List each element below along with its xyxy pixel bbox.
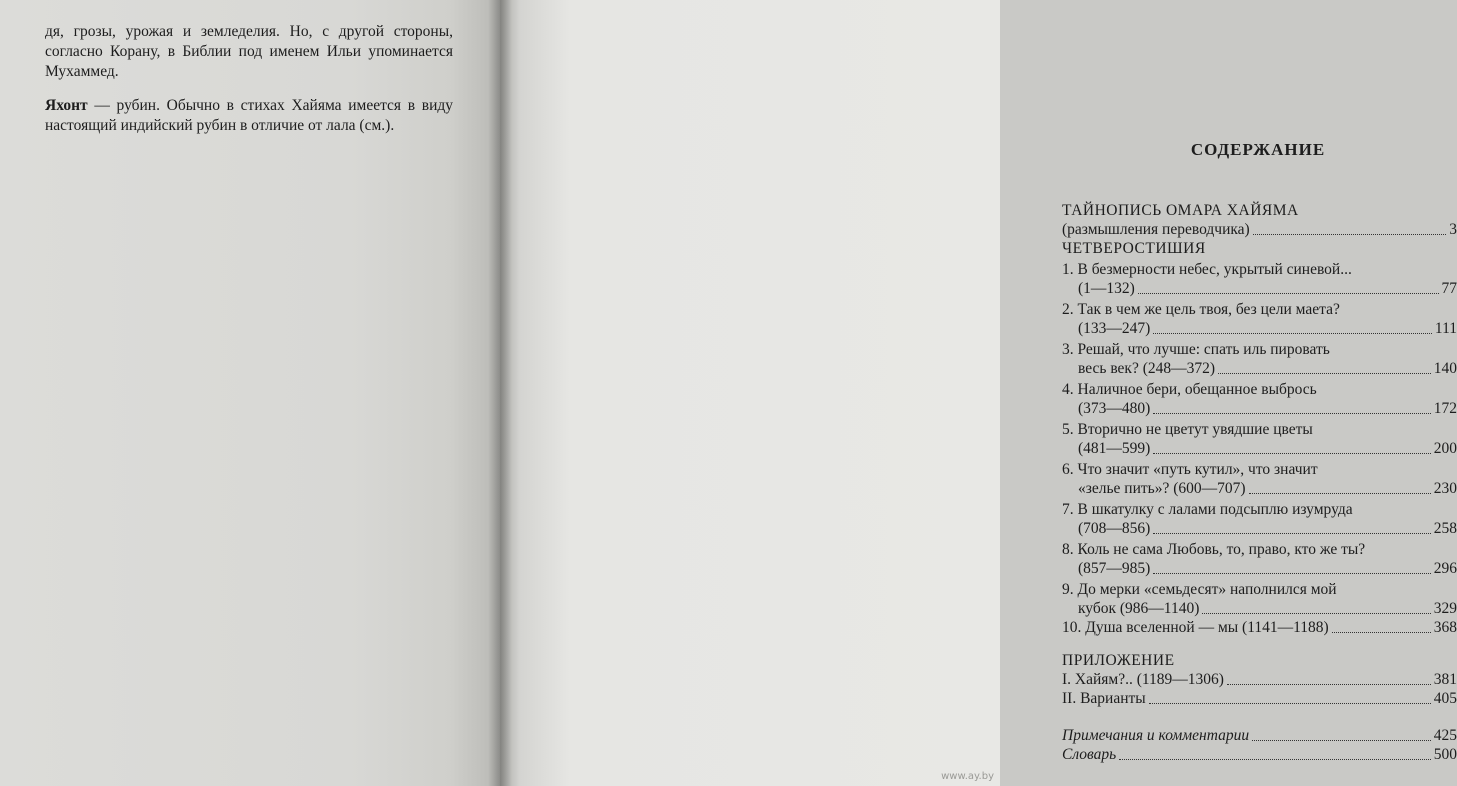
- toc-entry-range: (857—985): [1078, 560, 1151, 577]
- leader-dots: [1249, 493, 1431, 494]
- page-number: 258: [1433, 520, 1457, 537]
- page-number: 172: [1433, 400, 1457, 417]
- leader-dots: [1153, 333, 1432, 334]
- leader-dots: [1138, 293, 1439, 294]
- toc-entry-text: Словарь: [1062, 746, 1117, 763]
- watermark: www.ay.by: [941, 771, 994, 782]
- leader-dots: [1332, 632, 1431, 633]
- toc-entry: [1062, 500, 1457, 538]
- toc-entry-text: I. Хайям?.. (1189—1306): [1062, 671, 1224, 688]
- toc-entry-range: (481—599): [1078, 440, 1151, 457]
- leader-dots: [1119, 759, 1431, 760]
- toc-entry-range: кубок (986—1140): [1078, 600, 1200, 617]
- right-page: [500, 0, 1457, 786]
- left-page: [0, 0, 500, 786]
- toc-entry-text: 9. До мерки «семьдесят» наполнился мой: [1062, 581, 1337, 598]
- page-number: 111: [1434, 320, 1457, 337]
- leader-dots: [1153, 453, 1430, 454]
- page-number: 140: [1433, 360, 1457, 377]
- leader-dots: [1202, 613, 1430, 614]
- section-title-appendix: ПРИЛОЖЕНИЕ: [1062, 652, 1175, 669]
- section-title-quatrains: ЧЕТВЕРОСТИШИЯ: [1062, 240, 1206, 257]
- toc-entry-range: (133—247): [1078, 320, 1151, 337]
- paragraph-continuation: дя, грозы, урожая и земледелия. Но, с другой стороны, согласно Корану, в Библии под именем Ильи упоминается Мухаммед.: [45, 23, 453, 80]
- glossary-term: Яхонт: [45, 97, 88, 114]
- page-number: 425: [1433, 727, 1457, 744]
- toc-entry: [1062, 380, 1457, 418]
- book-gutter: [488, 0, 512, 786]
- page-number: 77: [1441, 280, 1457, 297]
- leader-dots: [1153, 533, 1430, 534]
- toc-entry-text: Примечания и комментарии: [1062, 727, 1250, 744]
- page-number: 405: [1433, 690, 1457, 707]
- toc-entry-text: 5. Вторично не цветут увядшие цветы: [1062, 421, 1313, 438]
- leader-dots: [1149, 703, 1431, 704]
- toc-entry: [1062, 340, 1457, 378]
- toc-entry: [1062, 540, 1457, 578]
- toc-entry-range: (708—856): [1078, 520, 1151, 537]
- leader-dots: [1253, 234, 1447, 235]
- section-title-cryptography: ТАЙНОПИСЬ ОМАРА ХАЙЯМА: [1062, 202, 1299, 219]
- page-number: 381: [1433, 671, 1457, 688]
- toc-entry: [1062, 745, 1457, 764]
- glossary-entry: [45, 96, 453, 136]
- toc-entry-text: 6. Что значит «путь кутил», что значит: [1062, 461, 1318, 478]
- toc-entry-text: 3. Решай, что лучше: спать иль пировать: [1062, 341, 1330, 358]
- glossary-definition: — рубин. Обычно в стихах Хайяма имеется в виду настоящий индийский рубин в отличие от лала (см.).: [45, 97, 453, 134]
- toc-entry-text: 8. Коль не сама Любовь, то, право, кто же ты?: [1062, 541, 1366, 558]
- toc-entry-range: весь век? (248—372): [1078, 360, 1216, 377]
- page-number: 3: [1449, 221, 1457, 238]
- toc-entry: [1062, 220, 1457, 239]
- leader-dots: [1153, 573, 1430, 574]
- toc-entry-text: 2. Так в чем же цель твоя, без цели маета?: [1062, 301, 1340, 318]
- toc-entry-range: (1—132): [1078, 280, 1135, 297]
- table-of-contents: [1062, 140, 1457, 764]
- toc-entry-text: 10. Душа вселенной — мы (1141—1188): [1062, 619, 1329, 636]
- leader-dots: [1218, 373, 1431, 374]
- toc-entry: [1062, 260, 1457, 298]
- toc-entry-range: «зелье пить»? (600—707): [1078, 480, 1246, 497]
- toc-entry-text: 1. В безмерности небес, укрытый синевой...: [1062, 261, 1352, 278]
- toc-entry: [1062, 726, 1457, 745]
- toc-entry: [1062, 670, 1457, 689]
- toc-entry-text: 7. В шкатулку с лалами подсыплю изумруда: [1062, 501, 1353, 518]
- leader-dots: [1153, 413, 1430, 414]
- page-number: 200: [1433, 440, 1457, 457]
- toc-entry: [1062, 580, 1457, 618]
- page-number: 500: [1433, 746, 1457, 763]
- toc-entry-text: II. Варианты: [1062, 690, 1146, 707]
- left-page-text: [45, 22, 453, 136]
- toc-entry-text: 4. Наличное бери, обещанное выбрось: [1062, 381, 1317, 398]
- page-number: 368: [1433, 619, 1457, 636]
- toc-entry: [1062, 420, 1457, 458]
- toc-entry-range: (373—480): [1078, 400, 1151, 417]
- page-number: 296: [1433, 560, 1457, 577]
- toc-title: СОДЕРЖАНИЕ: [1190, 140, 1326, 159]
- leader-dots: [1252, 740, 1431, 741]
- toc-entry: [1062, 689, 1457, 708]
- toc-entry-text: (размышления переводчика): [1062, 221, 1250, 238]
- toc-entry: [1062, 618, 1457, 637]
- toc-entry: [1062, 460, 1457, 498]
- page-number: 329: [1433, 600, 1457, 617]
- toc-entry: [1062, 300, 1457, 338]
- leader-dots: [1227, 684, 1431, 685]
- page-number: 230: [1433, 480, 1457, 497]
